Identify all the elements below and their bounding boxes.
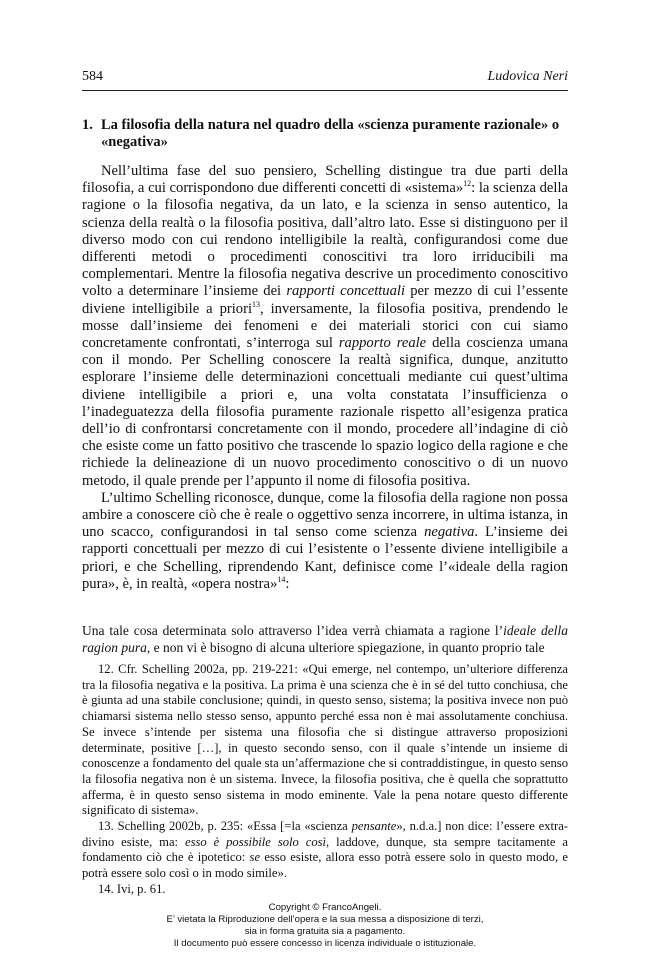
text-run: 12. Cfr. Schelling 2002a, pp. 219-221: «Qui emerge, nel contempo, un’ulteriore differenza tra la filosofia negativa e la positiva. La prima è una scienza che è in sé del tutto conchiusa, che è giunta ad una stabile conclusione; quindi, in questo senso, sistema; la positiva invece non può chiamarsi sistema nello stesso senso, appunto perché essa non è mai assolutamente conchiusa. Se invece s’intende per sistema una filosofia che si distingue attraverso proposizioni determinate, positive […], in questo secondo senso, con il quale s’intende un insieme di conoscenze a fondamento del quale sta un’affermazione che si contraddistingue, in questo senso la filosofia negativa non è un sistema. Invece, la filosofia positiva, che è quella che soprattutto afferma, è in questo senso sistema in modo eminente. Vale la pena notare questo differente significato di sistema». [82,662,568,818]
text-run: per mezzo di cui l’essente diviene intelligibile a priori [82,283,568,317]
body-paragraph-1 [82,163,568,490]
copyright-line: Copyright © FrancoAngeli. [268,902,382,913]
text-run: , laddove, dunque, sta sempre tacitamente a fondamento ciò che è ipotetico: [82,834,568,865]
footnote-ref: 12 [463,179,472,189]
text-run: : [285,575,290,592]
italic-text: rapporto reale [338,335,427,352]
text-run: 14. Ivi, p. 61. [98,881,166,896]
footnotes [82,662,568,898]
body-paragraph-2 [82,490,568,593]
section-number: 1. [82,117,93,133]
italic-text: se [249,850,261,865]
text-run: . L’insieme dei rapporti concettuali per mezzo di cui l’esistente o l’essente diviene intelligibile a priori, e che Schelling, riprendendo Kant, definisce come l’«ideale della ragion pura», è, in realtà, «opera nostra» [82,524,568,592]
italic-text: pensante [351,819,397,834]
text-run: , e non vi è bisogno di alcuna ulteriore spiegazione, in quanto proprio tale [146,639,545,655]
block-quote [82,623,568,656]
copyright-line: Il documento può essere concesso in licenza individuale o istituzionale. [173,938,477,949]
copyright-line: sia in forma gratuita sia a pagamento. [244,926,406,937]
footnote-ref: 13 [252,299,260,309]
text-run: Nell’ultima fase del suo pensiero, Schelling distingue tra due parti della filosofia, a cui corrispondono due differenti concetti di «sistema» [82,163,568,197]
copyright-notice [82,902,568,950]
section-title: La filosofia della natura nel quadro della «scienza puramente razionale» o «negativa» [101,117,560,150]
running-author: Ludovica Neri [487,69,568,84]
text-run: della coscienza umana con il mondo. Per Schelling conoscere la realtà significa, dunque, anzitutto esplorare l’insieme delle determinazioni concettuali mediante cui quest’ultima diviene intelligibile a priori e, una volta constatata l’insufficienza o l’inadeguatezza della filosofia puramente razionale rispetto all’esigenza pratica dell’io di confrontarsi concretamente con il mondo, procedere all’indagine di ciò che esiste come un fatto positivo che trascende lo spazio logico della ragione e che richiede la delineazione di un nuovo procedimento conoscitivo o di un nuovo metodo, il quale prende per l’appunto il nome di filosofia positiva. [82,335,569,489]
italic-text: negativa [424,524,475,541]
text-run: : la scienza della ragione o la filosofia negativa, da un lato, e la scienza in senso autentico, la scienza della realtà o la filosofia positiva, dall’altro lato. Esse si distinguono per il diverso modo con cui rendono intelligibile la realtà, configurandosi come due differenti metodi o procedimenti conoscitivi tra loro irriducibili ma complementari. Mentre la filosofia negativa descrive un procedimento conoscitivo volto a determinare l’insieme dei [82,180,568,300]
text-run: L’ultimo Schelling riconosce, dunque, come la filosofia della ragione non possa ambire a conoscere ciò che è reale o oggettivo senza incorrere, in ultima istanza, in uno scacco, configurandosi in tal senso come scienza [82,489,568,541]
footnote-ref: 14 [277,575,286,585]
footnote-12 [82,662,568,819]
text-run: , inversamente, la filosofia positiva, prendendo le mosse dall’insieme dei fenomeni e dei materiali storici con cui siamo concretamente confrontati, s’interroga sul [82,300,568,352]
page-number: 584 [82,69,103,84]
italic-text: ideale della ragion pura [82,623,568,655]
running-header [82,69,568,87]
text-run: 13. Schelling 2002b, p. 235: «Essa [=la «scienza [98,819,352,834]
body-text [82,163,568,593]
text-run: Una tale cosa determinata solo attraverso l’idea verrà chiamata a ragione l’ [82,623,504,638]
footnote-14 [82,882,568,898]
footnote-13 [82,819,568,882]
italic-text: rapporti concettuali [286,283,406,300]
section-heading [82,117,568,151]
text-run: », n.d.a.] non dice: l’essere extra-divino esiste, ma: [82,819,568,849]
header-rule [82,90,568,91]
text-run: esso esiste, allora esso potrà essere solo in questo modo, e potrà essere solo così o in modo simile». [82,850,568,881]
copyright-line: E’ vietata la Riproduzione dell’opera e la sua messa a disposizione di terzi, [166,914,484,925]
italic-text: esso è possibile solo così [184,834,327,849]
